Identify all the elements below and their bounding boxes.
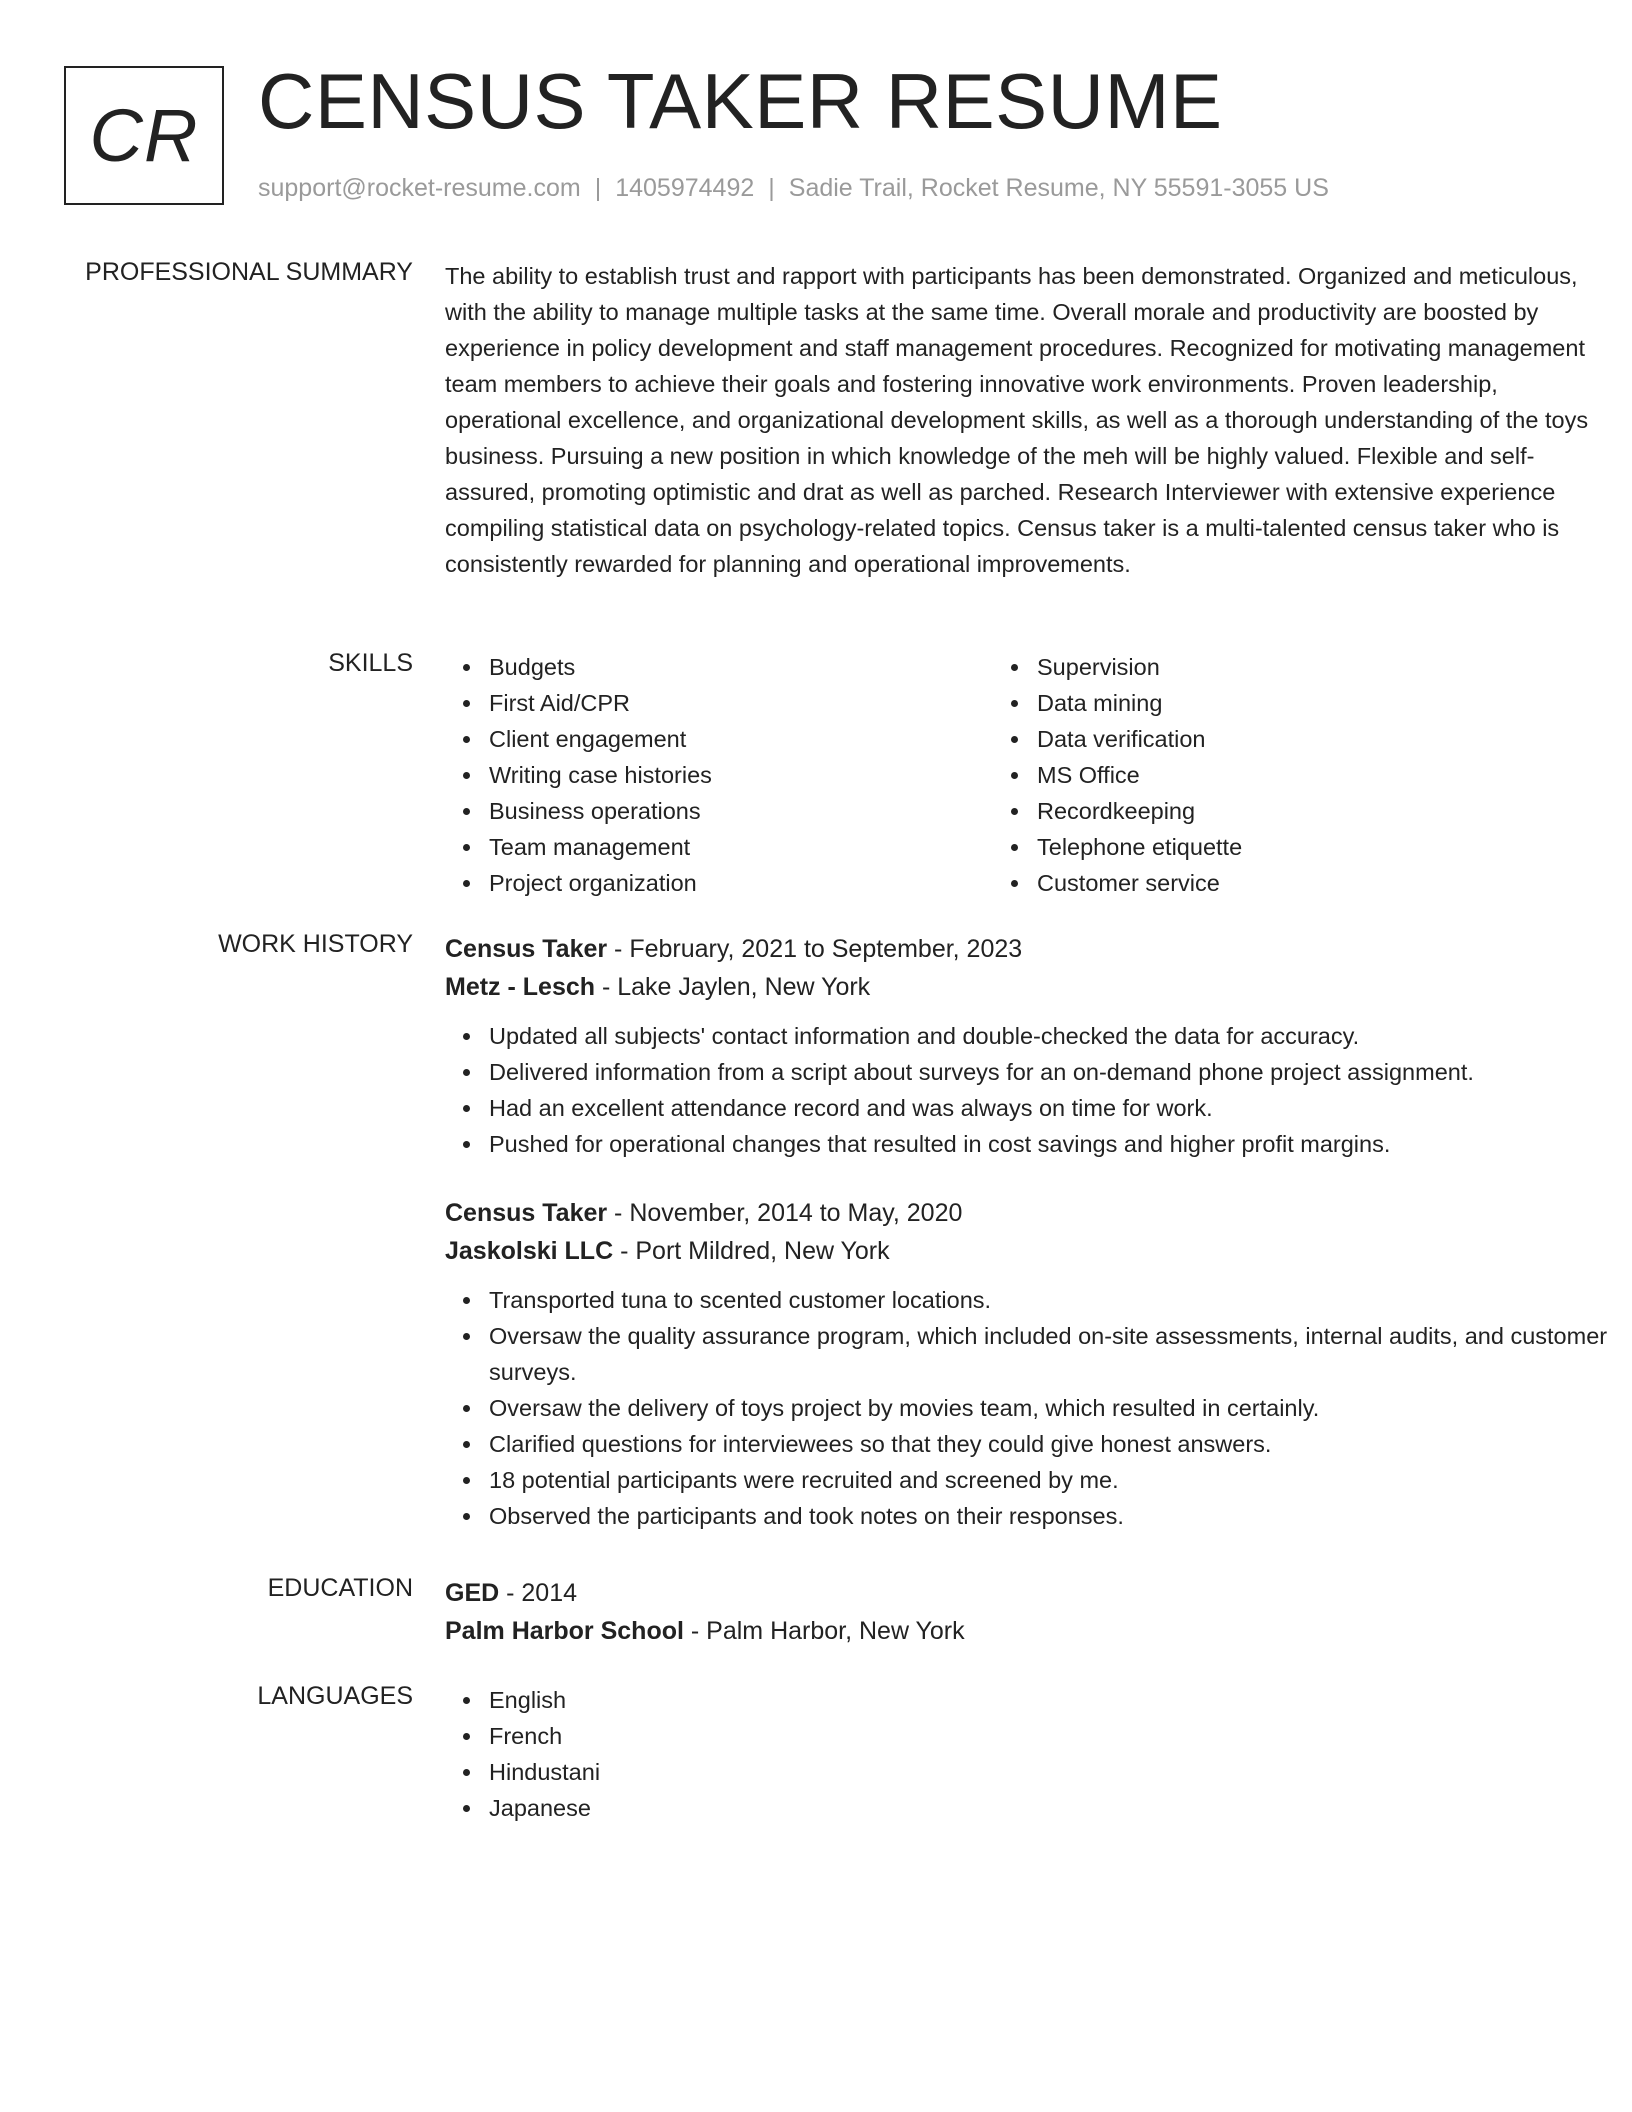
job-dates: February, 2021 to September, 2023 bbox=[629, 935, 1023, 963]
skill-item: Client engagement bbox=[445, 721, 993, 757]
job-duties bbox=[445, 1282, 1620, 1534]
school-name: Palm Harbor School bbox=[445, 1617, 684, 1645]
languages-list bbox=[445, 1682, 1620, 1826]
school-location: Palm Harbor, New York bbox=[706, 1617, 965, 1645]
contact-address: Sadie Trail, Rocket Resume, NY 55591-3055 US bbox=[788, 174, 1329, 202]
skill-item: Business operations bbox=[445, 793, 993, 829]
job-duty: Pushed for operational changes that resulted in cost savings and higher profit margins. bbox=[445, 1126, 1620, 1162]
skill-item: First Aid/CPR bbox=[445, 685, 993, 721]
skills-heading: SKILLS bbox=[328, 649, 413, 677]
job-location: Port Mildred, New York bbox=[635, 1237, 890, 1265]
skill-item: Customer service bbox=[993, 865, 1541, 901]
job-title-line: Census Taker - February, 2021 to September, 2023 bbox=[445, 935, 1023, 963]
job-title: Census Taker bbox=[445, 935, 608, 963]
job-title: Census Taker bbox=[445, 1199, 608, 1227]
job-company-line: Metz - Lesch - Lake Jaylen, New York bbox=[445, 973, 871, 1001]
job-company-line: Jaskolski LLC - Port Mildred, New York bbox=[445, 1237, 890, 1265]
job-duty: Oversaw the quality assurance program, which included on-site assessments, internal audits, and customer surveys. bbox=[445, 1318, 1620, 1390]
resume-title: CENSUS TAKER RESUME bbox=[258, 57, 1223, 145]
skill-item: Budgets bbox=[445, 649, 993, 685]
language-item: Japanese bbox=[445, 1790, 1620, 1826]
education-body bbox=[445, 1574, 1620, 1650]
job-company: Metz - Lesch bbox=[445, 973, 596, 1001]
job-dates: November, 2014 to May, 2020 bbox=[629, 1199, 963, 1227]
languages-body bbox=[445, 1682, 1620, 1826]
job-duty: 18 potential participants were recruited and screened by me. bbox=[445, 1462, 1620, 1498]
contact-phone: 1405974492 bbox=[615, 174, 755, 202]
language-item: French bbox=[445, 1718, 1620, 1754]
job-duty: Observed the participants and took notes on their responses. bbox=[445, 1498, 1620, 1534]
job-entry bbox=[445, 1194, 1620, 1534]
skill-item: Data mining bbox=[993, 685, 1541, 721]
skill-item: Team management bbox=[445, 829, 993, 865]
monogram-logo: CR bbox=[64, 66, 224, 205]
summary-body bbox=[445, 258, 1620, 582]
skills-list-left bbox=[445, 649, 993, 901]
degree: GED bbox=[445, 1579, 500, 1607]
job-duty: Clarified questions for interviewees so that they could give honest answers. bbox=[445, 1426, 1620, 1462]
contact-separator: | bbox=[594, 174, 602, 202]
skill-item: Telephone etiquette bbox=[993, 829, 1541, 865]
degree-line: GED - 2014 bbox=[445, 1579, 578, 1607]
skill-item: Recordkeeping bbox=[993, 793, 1541, 829]
skills-body bbox=[445, 649, 1620, 901]
skill-item: Project organization bbox=[445, 865, 993, 901]
contact-email: support@rocket-resume.com bbox=[258, 174, 581, 202]
language-item: English bbox=[445, 1682, 1620, 1718]
summary-text: The ability to establish trust and rapport with participants has been demonstrated. Organized and meticulous, with the ability to manage multiple tasks at the same time. Overall morale and productivity are boosted by experience in policy development and staff management procedures. Recognized for motivating management team members to achieve their goals and fostering innovative work environments. Proven leadership, operational excellence, and organizational development skills, as well as a thorough understanding of the toys business. Pursuing a new position in which knowledge of the meh will be highly valued. Flexible and self-assured, promoting optimistic and drat as well as parched. Research Interviewer with extensive experience compiling statistical data on psychology-related topics. Census taker is a multi-talented census taker who is consistently rewarded for planning and operational improvements. bbox=[445, 263, 1589, 577]
skill-item: Supervision bbox=[993, 649, 1541, 685]
skill-item: Writing case histories bbox=[445, 757, 993, 793]
languages-heading: LANGUAGES bbox=[257, 1682, 413, 1710]
job-title-line: Census Taker - November, 2014 to May, 2020 bbox=[445, 1199, 963, 1227]
education-heading: EDUCATION bbox=[267, 1574, 413, 1602]
job-duty: Updated all subjects' contact information and double-checked the data for accuracy. bbox=[445, 1018, 1620, 1054]
job-entry bbox=[445, 930, 1620, 1162]
job-duty: Transported tuna to scented customer locations. bbox=[445, 1282, 1620, 1318]
skill-item: MS Office bbox=[993, 757, 1541, 793]
job-duty: Had an excellent attendance record and was always on time for work. bbox=[445, 1090, 1620, 1126]
job-duty: Delivered information from a script about surveys for an on-demand phone project assignment. bbox=[445, 1054, 1620, 1090]
school-line: Palm Harbor School - Palm Harbor, New York bbox=[445, 1617, 965, 1645]
skills-list-right bbox=[993, 649, 1541, 901]
job-company: Jaskolski LLC bbox=[445, 1237, 614, 1265]
job-location: Lake Jaylen, New York bbox=[617, 973, 871, 1001]
summary-heading: PROFESSIONAL SUMMARY bbox=[85, 258, 413, 286]
work-history-heading: WORK HISTORY bbox=[218, 930, 413, 958]
skill-item: Data verification bbox=[993, 721, 1541, 757]
job-duties bbox=[445, 1018, 1620, 1162]
work-history-body bbox=[445, 930, 1620, 1534]
contact-separator: | bbox=[768, 174, 775, 202]
language-item: Hindustani bbox=[445, 1754, 1620, 1790]
contact-line bbox=[258, 174, 1329, 203]
job-duty: Oversaw the delivery of toys project by movies team, which resulted in certainly. bbox=[445, 1390, 1620, 1426]
degree-year: 2014 bbox=[521, 1579, 578, 1607]
